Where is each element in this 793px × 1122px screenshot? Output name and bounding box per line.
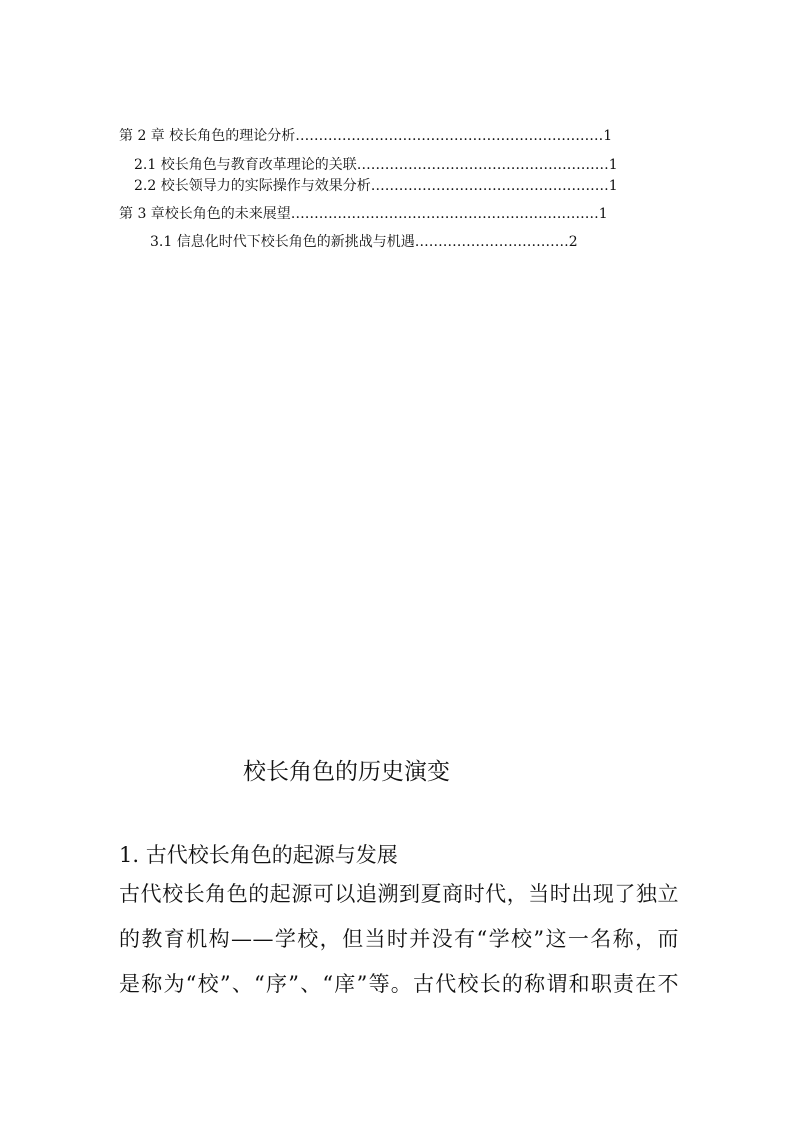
body-paragraph (119, 872, 679, 1007)
toc-entry-3-1[interactable]: 3.1 信息化时代下校长角色的新挑战与机遇……………………………2 (150, 234, 578, 250)
paragraph-line: 是称为“校”、“序”、“庠”等。古代校长的称谓和职责在不 (119, 972, 679, 996)
toc-entry-chapter-3[interactable]: 第 3 章校长角色的未来展望…………………………………………………………1 (119, 206, 608, 222)
toc-entry-2-1[interactable]: 2.1 校长角色与教育改革理论的关联………………………………………………1 (134, 157, 618, 173)
section-title: 1. 古代校长角色的起源与发展 (119, 843, 398, 867)
toc-entry-chapter-2[interactable]: 第 2 章 校长角色的理论分析…………………………………………………………1 (119, 128, 613, 144)
paragraph-line: 的教育机构——学校，但当时并没有“学校”这一名称，而 (119, 927, 679, 951)
page-heading: 校长角色的历史演变 (243, 759, 450, 785)
toc-entry-2-2[interactable]: 2.2 校长领导力的实际操作与效果分析……………………………………………1 (134, 178, 618, 194)
paragraph-line: 古代校长角色的起源可以追溯到夏商时代，当时出现了独立 (119, 882, 679, 906)
